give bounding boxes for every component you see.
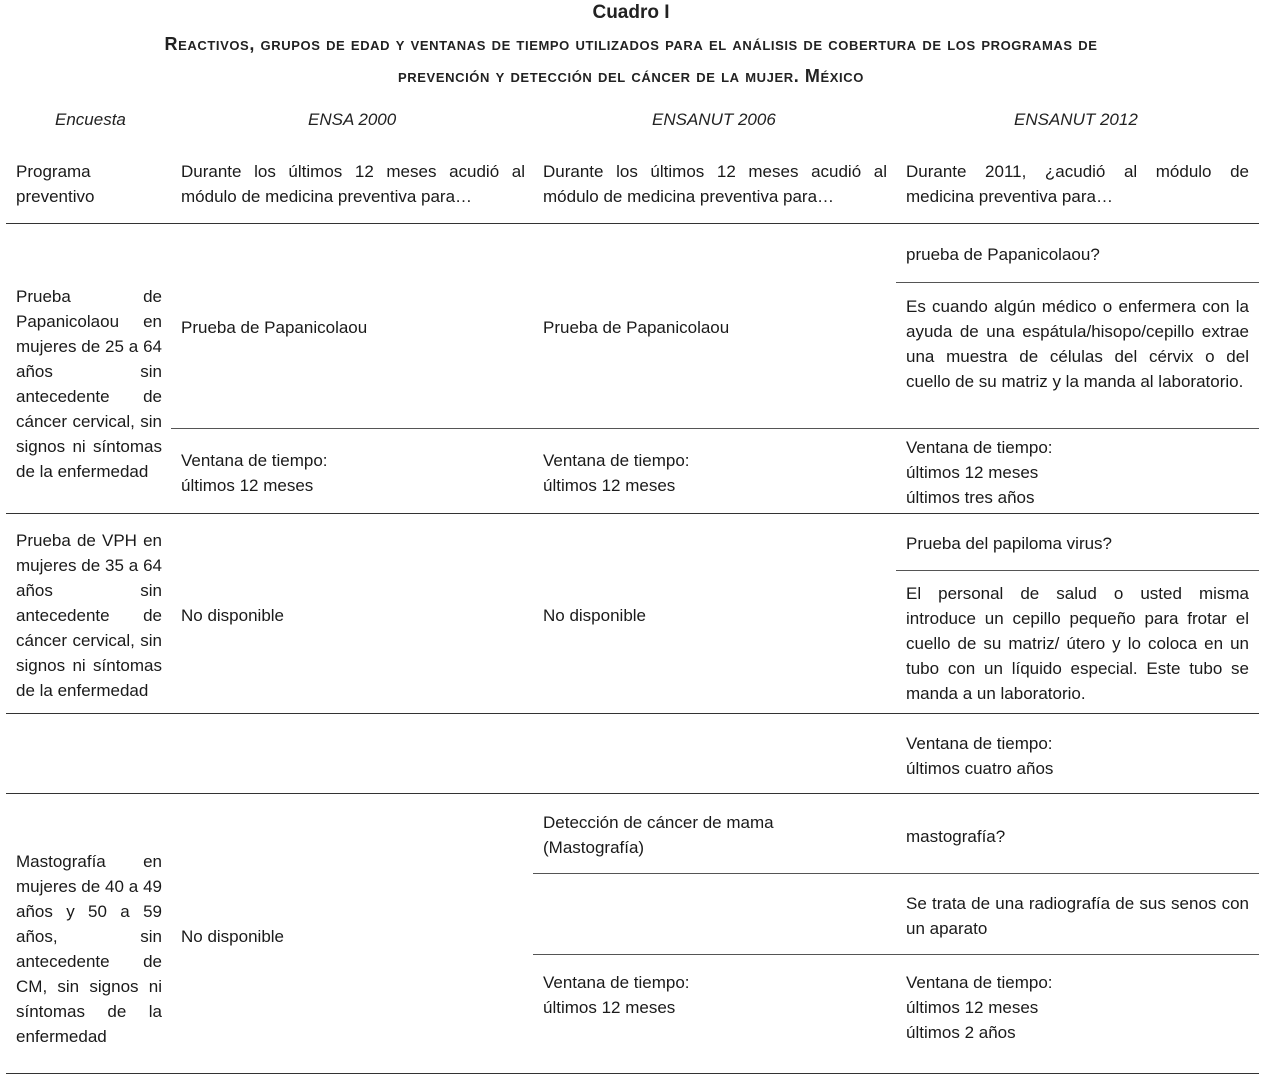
row-divider xyxy=(6,793,1259,794)
window-label: Ventana de tiempo: xyxy=(543,451,690,470)
ensanut2012-mammo-question: mastografía? xyxy=(906,827,1006,846)
ensanut2006-question-intro: Durante los últimos 12 meses acudió al módulo de medicina preventiva para… xyxy=(543,162,887,206)
column-header-ensa-2000: ENSA 2000 xyxy=(308,110,397,129)
ensanut2006-pap-item: Prueba de Papanicolaou xyxy=(543,318,730,337)
ensanut2012-pap-description: Es cuando algún médico o enfermera con la ayuda de una espátula/hisopo/cepillo extrae una muestra de células del cérvix o del cuello de su matriz y la manda al laboratorio. xyxy=(906,297,1249,391)
cell-divider xyxy=(171,428,1259,429)
ensanut2006-vph-item: No disponible xyxy=(543,606,647,625)
table-title-line-1: Reactivos, grupos de edad y ventanas de tiempo utilizados para el análisis de cobertura de los programas de xyxy=(164,34,1098,54)
ensanut2012-vph-question: Prueba del papiloma virus? xyxy=(906,534,1113,553)
cell-divider xyxy=(533,954,1259,955)
ensanut2012-mammo-window xyxy=(906,970,1249,1045)
window-value: últimos tres años xyxy=(906,488,1035,507)
column-header-encuesta: Encuesta xyxy=(55,110,126,129)
ensa2000-pap-item: Prueba de Papanicolaou xyxy=(181,318,368,337)
window-label: Ventana de tiempo: xyxy=(906,973,1053,992)
ensanut2006-mammo-window xyxy=(543,970,883,1020)
program-papanicolaou: Prueba de Papanicolaou en mujeres de 25 a 64 años sin antecedente de cáncer cervical, sin signos ni síntomas de la enfermedad xyxy=(16,287,162,481)
ensanut2006-mammo-item: Detección de cáncer de mama (Mastografía) xyxy=(543,813,774,857)
cell-divider xyxy=(896,282,1259,283)
ensanut2006-pap-window xyxy=(543,448,883,498)
ensanut2012-question-intro: Durante 2011, ¿acudió al módulo de medicina preventiva para… xyxy=(906,162,1249,206)
table-bottom-rule xyxy=(6,1073,1259,1074)
window-value: últimos 12 meses xyxy=(543,998,676,1017)
window-label: Ventana de tiempo: xyxy=(181,451,328,470)
column-header-ensanut-2012: ENSANUT 2012 xyxy=(1014,110,1138,129)
program-mastografia: Mastografía en mujeres de 40 a 49 años y 50 a 59 años, sin antecedente de CM, sin signos ni síntomas de la enfermedad xyxy=(16,852,162,1046)
window-label: Ventana de tiempo: xyxy=(543,973,690,992)
program-vph: Prueba de VPH en mujeres de 35 a 64 años sin antecedente de cáncer cervical, sin signos ni síntomas de la enfermedad xyxy=(16,531,162,700)
row-divider xyxy=(6,713,1259,714)
ensa2000-pap-window xyxy=(181,448,521,498)
window-value: últimos 12 meses xyxy=(906,998,1039,1017)
ensa2000-vph-item: No disponible xyxy=(181,606,285,625)
window-label: Ventana de tiempo: xyxy=(906,734,1053,753)
ensa2000-question-intro: Durante los últimos 12 meses acudió al módulo de medicina preventiva para… xyxy=(181,162,525,206)
window-label: Ventana de tiempo: xyxy=(906,438,1053,457)
window-value: últimos cuatro años xyxy=(906,759,1054,778)
ensanut2012-pap-window xyxy=(906,435,1249,510)
row-divider xyxy=(6,513,1259,514)
ensanut2012-vph-window xyxy=(906,731,1249,781)
ensanut2012-pap-question: prueba de Papanicolaou? xyxy=(906,245,1100,264)
table-label: Cuadro I xyxy=(592,2,670,23)
ensanut2012-mammo-description: Se trata de una radiografía de sus senos con un aparato xyxy=(906,894,1249,938)
ensa2000-mammo-item: No disponible xyxy=(181,927,285,946)
table-title-line-2: prevención y detección del cáncer de la mujer. México xyxy=(398,66,864,86)
row-header-programa-preventivo: Programa preventivo xyxy=(16,162,95,206)
column-header-ensanut-2006: ENSANUT 2006 xyxy=(652,110,776,129)
row-divider xyxy=(6,223,1259,224)
cell-divider xyxy=(896,570,1259,571)
window-value: últimos 12 meses xyxy=(906,463,1039,482)
cell-divider xyxy=(533,873,1259,874)
window-value: últimos 12 meses xyxy=(181,476,314,495)
ensanut2012-vph-description: El personal de salud o usted misma introduce un cepillo pequeño para frotar el cuello de su matriz/ útero y lo coloca en un tubo con un líquido especial. Este tubo se manda a un laboratorio. xyxy=(906,584,1249,703)
window-value: últimos 2 años xyxy=(906,1023,1016,1042)
window-value: últimos 12 meses xyxy=(543,476,676,495)
